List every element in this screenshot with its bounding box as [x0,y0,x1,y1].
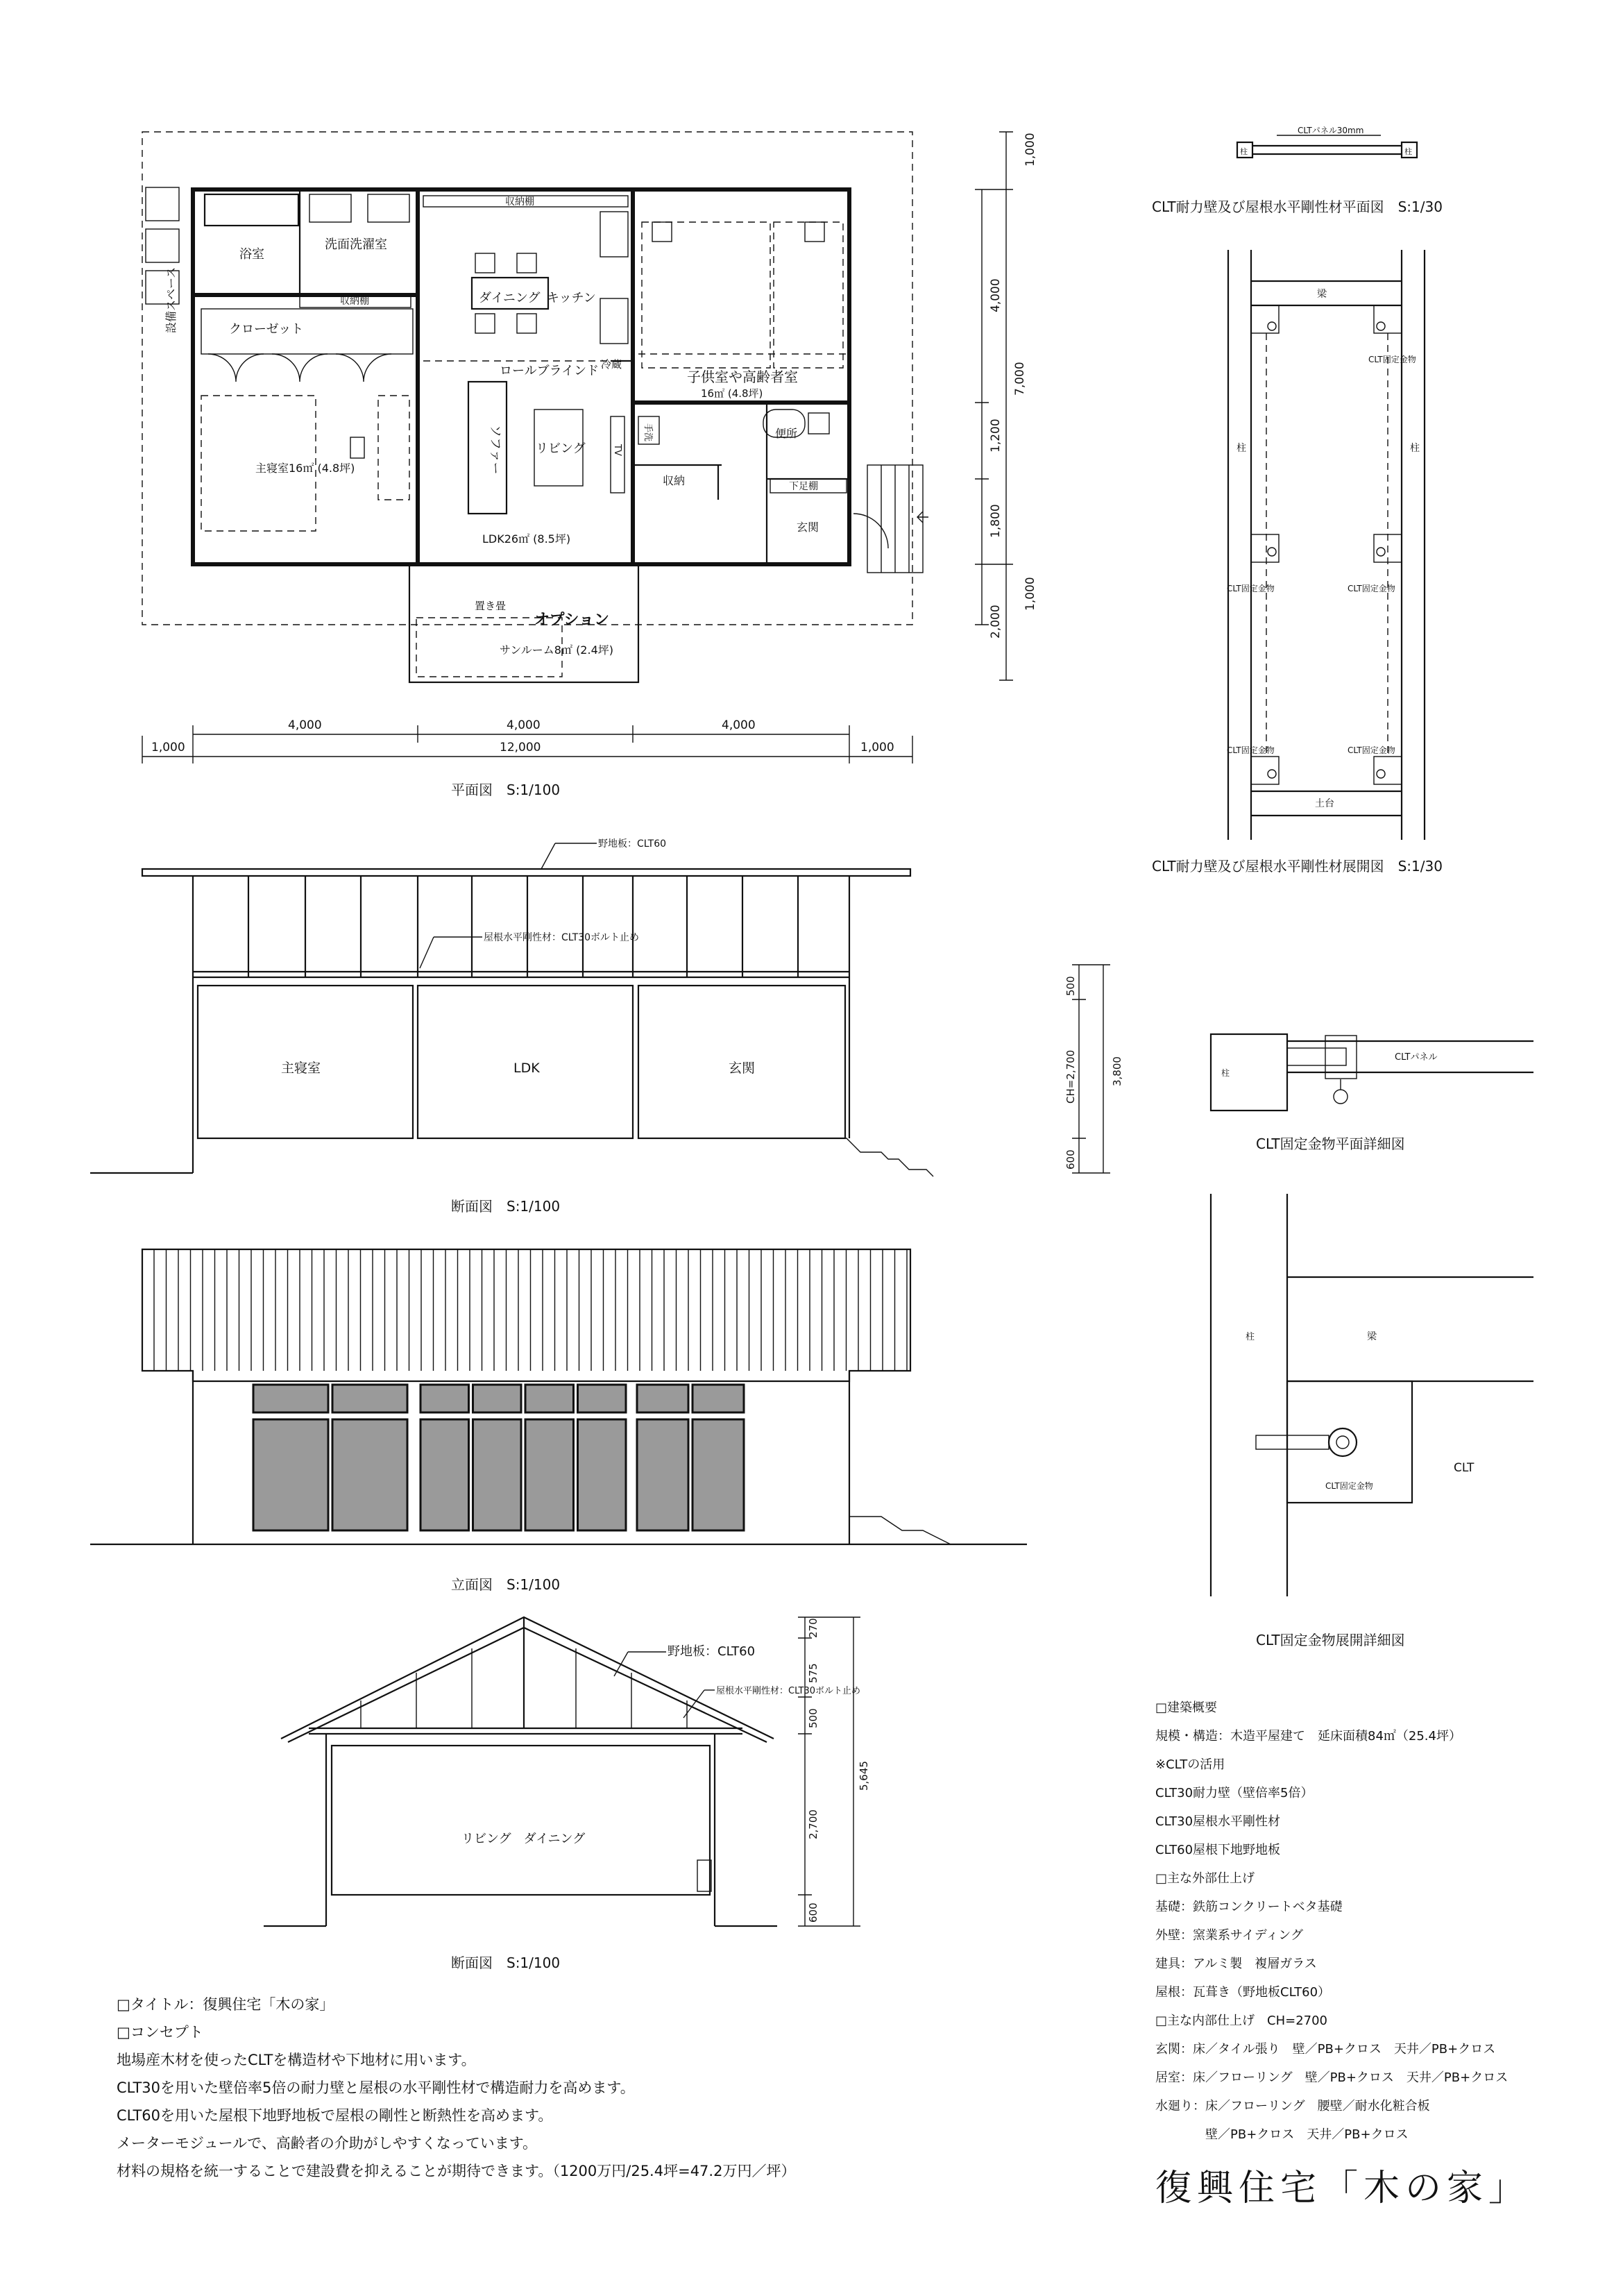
spec-line: 水廻り：床／フローリング 腰壁／耐水化粧合板 [1155,2099,1430,2113]
svg-text:土台: 土台 [1315,798,1334,809]
svg-text:1,000: 1,000 [860,741,894,754]
spec-line: 建具：アルミ製 複層ガラス [1155,1957,1317,1971]
plan-caption: 平面図 S:1/100 [451,782,561,798]
label-kitchen: キッチン [547,291,596,305]
washbasin [309,194,351,222]
svg-text:CH=2,700: CH=2,700 [1064,1049,1077,1104]
svg-text:600: 600 [1064,1149,1077,1170]
concept-line: 地場産木材を使ったCLTを構造材や下地材に用います。 [117,2052,476,2068]
svg-text:4,000: 4,000 [989,278,1003,312]
roof-tiles [154,1249,907,1371]
svg-text:梁: 梁 [1367,1331,1377,1342]
svg-text:270: 270 [807,1618,819,1638]
s2-roof-brace: 屋根水平剛性材：CLT30ボルト止め [716,1686,861,1696]
label-handwash: 手洗 [643,423,653,442]
plan-dims-right [975,132,1037,680]
label-closet: クローゼット [229,322,304,337]
detail-expanded [1152,250,1443,875]
svg-text:500: 500 [1064,976,1077,996]
spec-line: 屋根：瓦葺き（野地板CLT60） [1155,1985,1331,2000]
spec-line: □建築概要 [1155,1700,1218,1715]
window-pane [420,1385,469,1412]
svg-text:柱: 柱 [1237,443,1246,454]
floor-plan [142,132,1037,798]
child-bed-1 [642,222,770,368]
rafters [248,876,798,977]
svg-text:CLT固定金物: CLT固定金物 [1227,584,1275,593]
svg-text:柱: 柱 [1240,147,1248,156]
s2-room: リビング ダイニング [461,1832,586,1846]
spec-line: □主な外部仕上げ [1155,1871,1255,1886]
svg-text:梁: 梁 [1317,289,1327,300]
elev-steps [849,1517,951,1544]
spec-line: 玄関：床／タイル張り 壁／PB+クロス 天井／PB+クロス [1155,2042,1496,2057]
svg-text:柱: 柱 [1410,443,1420,454]
svg-text:CLT固定金物: CLT固定金物 [1227,745,1275,755]
label-living: リビング [536,441,586,456]
chair-2 [517,253,536,273]
window-pane [253,1419,328,1530]
windows [253,1385,744,1530]
label-dining: ダイニング [479,291,541,305]
spec-line: ※CLTの活用 [1155,1757,1225,1772]
label-master-bedroom: 主寝室16㎡ (4.8坪) [255,462,355,475]
svg-text:CLT固定金物: CLT固定金物 [1325,1481,1373,1491]
child-bed-2 [774,222,843,368]
svg-text:柱: 柱 [1246,1332,1255,1342]
window-pane [525,1419,574,1530]
label-bath: 浴室 [239,247,264,262]
window-pane [525,1385,574,1412]
roof-elevation [142,1249,910,1381]
s1-room-entrance: 玄関 [729,1061,756,1076]
svg-text:12,000: 12,000 [500,741,541,754]
svg-text:3,800: 3,800 [1111,1056,1123,1086]
label-wash: 洗面洗濯室 [325,237,387,252]
svg-text:CLT: CLT [1454,1461,1475,1475]
label-option: オプション [534,611,610,629]
svg-text:2,000: 2,000 [989,605,1003,639]
equipment-box-1 [146,187,179,221]
spec-notes [1155,1694,1508,2149]
s2-caption: 断面図 S:1/100 [451,1955,561,1971]
s1-caption: 断面図 S:1/100 [451,1198,561,1215]
label-utility-space: 設備スペース [164,267,178,333]
section-2 [264,1617,870,1971]
svg-text:CLT固定金物: CLT固定金物 [1368,355,1416,364]
svg-text:柱: 柱 [1404,147,1412,156]
window-pane [637,1419,688,1530]
concept-line: □コンセプト [117,2024,203,2041]
window-pane [332,1419,407,1530]
svg-text:1,000: 1,000 [1023,133,1037,167]
concept-line: メーターモジュールで、高齢者の介助がしやすくなっています。 [117,2135,538,2152]
svg-text:600: 600 [807,1902,819,1923]
s1-roof-brace: 屋根水平剛性材：CLT30ボルト止め [484,932,640,943]
svg-text:4,000: 4,000 [722,718,756,732]
fixture-plan-caption: CLT固定金物平面詳細図 [1256,1136,1405,1152]
svg-text:CLT固定金物: CLT固定金物 [1348,584,1395,593]
window-pane [332,1385,407,1412]
section-1 [90,838,1123,1215]
spec-line: 居室：床／フローリング 壁／PB+クロス 天井／PB+クロス [1155,2070,1509,2085]
spec-line: 規模・構造：木造平屋建て 延床面積84㎡（25.4坪） [1155,1729,1461,1744]
section-steps [777,1138,933,1176]
spec-line: 壁／PB+クロス 天井／PB+クロス [1155,2127,1409,2142]
label-toilet: 便所 [775,427,798,440]
svg-text:575: 575 [807,1663,819,1683]
window-pane [692,1419,744,1530]
bathtub [205,194,298,226]
window-pane [578,1385,627,1412]
label-tv: TV [612,444,622,456]
fixtures [1251,305,1402,784]
bed-side [378,396,409,500]
s1-roof-board: 野地板：CLT60 [598,838,667,850]
detail-plan [1152,126,1443,215]
window-pane [692,1385,744,1412]
sink-counter [600,212,628,257]
s2-roof-board: 野地板：CLT60 [668,1644,756,1659]
s1-room-ldk: LDK [513,1061,540,1076]
label-child-room: 子供室や高齢者室 [687,369,798,385]
washer [368,194,409,222]
entrance-door [853,514,888,548]
svg-text:2,700: 2,700 [807,1809,819,1839]
gable-roof [281,1617,774,1739]
interior-box [332,1746,710,1895]
svg-text:CLTパネル30mm: CLTパネル30mm [1298,126,1364,135]
equipment-box-2 [146,229,179,262]
concept-notes [117,1991,795,2185]
svg-text:5,645: 5,645 [858,1761,870,1791]
svg-text:柱: 柱 [1221,1068,1230,1078]
s1-room-master: 主寝室 [281,1061,321,1076]
elevation [90,1249,1027,1593]
label-shoe-box: 下足棚 [789,481,818,492]
label-entrance: 玄関 [797,521,819,534]
concept-line: CLT30を用いた壁倍率5倍の耐力壁と屋根の水平剛性材で構造耐力を高めます。 [117,2079,635,2096]
spec-line: □主な内部仕上げ CH=2700 [1155,2014,1328,2028]
label-child-area: 16㎡ (4.8坪) [701,387,763,400]
plan-dims-bottom [142,718,912,763]
stove [600,298,628,344]
label-storage: 収納 [663,474,686,487]
detail-expanded-caption: CLT耐力壁及び屋根水平剛性材展開図 S:1/30 [1152,858,1443,875]
main-title: 復興住宅「木の家」 [1155,2168,1531,2209]
fixture-elev [1211,1194,1533,1648]
label-tatami: 置き畳 [475,600,507,612]
label-storage-small: 収納棚 [340,296,369,307]
s1-dims [1064,965,1123,1173]
label-sunroom: サンルーム8㎡ (2.4坪) [500,643,613,657]
spec-line: CLT30耐力壁（壁倍率5倍） [1155,1786,1314,1800]
svg-text:4,000: 4,000 [507,718,541,732]
elev-caption: 立面図 S:1/100 [451,1576,561,1593]
spec-line: 外壁：窯業系サイディング [1155,1928,1303,1943]
window-pane [637,1385,688,1412]
chair-1 [475,253,495,273]
concept-line: □タイトル：復興住宅「木の家」 [117,1996,334,2013]
svg-text:1,800: 1,800 [989,504,1003,538]
label-storage-top: 収納棚 [505,196,534,208]
bed-lamp [350,437,364,458]
fixture-plan [1211,1034,1533,1152]
concept-line: 材料の規格を統一することで建設費を抑えることが期待できます。（1200万円/25.4坪=47.2万円／坪） [117,2163,796,2179]
fixture-elev-caption: CLT固定金物展開詳細図 [1256,1632,1405,1648]
spec-line: CLT60屋根下地野地板 [1155,1843,1281,1857]
window-pane [473,1419,522,1530]
label-sofa: ソファー [488,425,502,475]
concept-line: CLT60を用いた屋根下地野地板で屋根の剛性と断熱性を高めます。 [117,2107,553,2124]
svg-text:CLTパネル: CLTパネル [1395,1052,1438,1063]
detail-plan-caption: CLT耐力壁及び屋根水平剛性材平面図 S:1/30 [1152,199,1443,215]
window-pane [578,1419,627,1530]
svg-text:CLT固定金物: CLT固定金物 [1348,745,1395,755]
toilet-tank [808,413,829,434]
chair-4 [517,314,536,333]
spec-line: CLT30屋根水平剛性材 [1155,1814,1281,1829]
svg-text:1,000: 1,000 [151,741,185,754]
label-roll-blind: ロールブラインド [500,364,600,378]
svg-text:1,000: 1,000 [1023,577,1037,611]
spec-line: 基礎：鉄筋コンクリートベタ基礎 [1155,1900,1343,1914]
svg-text:500: 500 [807,1708,819,1728]
roof-slab [142,869,910,876]
closet-doors [208,354,391,382]
window-pane [420,1419,469,1530]
label-fridge: 冷蔵 [601,358,622,371]
chair-3 [475,314,495,333]
s2-dims [798,1617,870,1926]
svg-text:7,000: 7,000 [1013,362,1027,396]
label-ldk: LDK26㎡ (8.5坪) [482,532,571,546]
svg-text:4,000: 4,000 [288,718,322,732]
window-pane [473,1385,522,1412]
window-pane [253,1385,328,1412]
svg-text:1,200: 1,200 [989,419,1003,453]
